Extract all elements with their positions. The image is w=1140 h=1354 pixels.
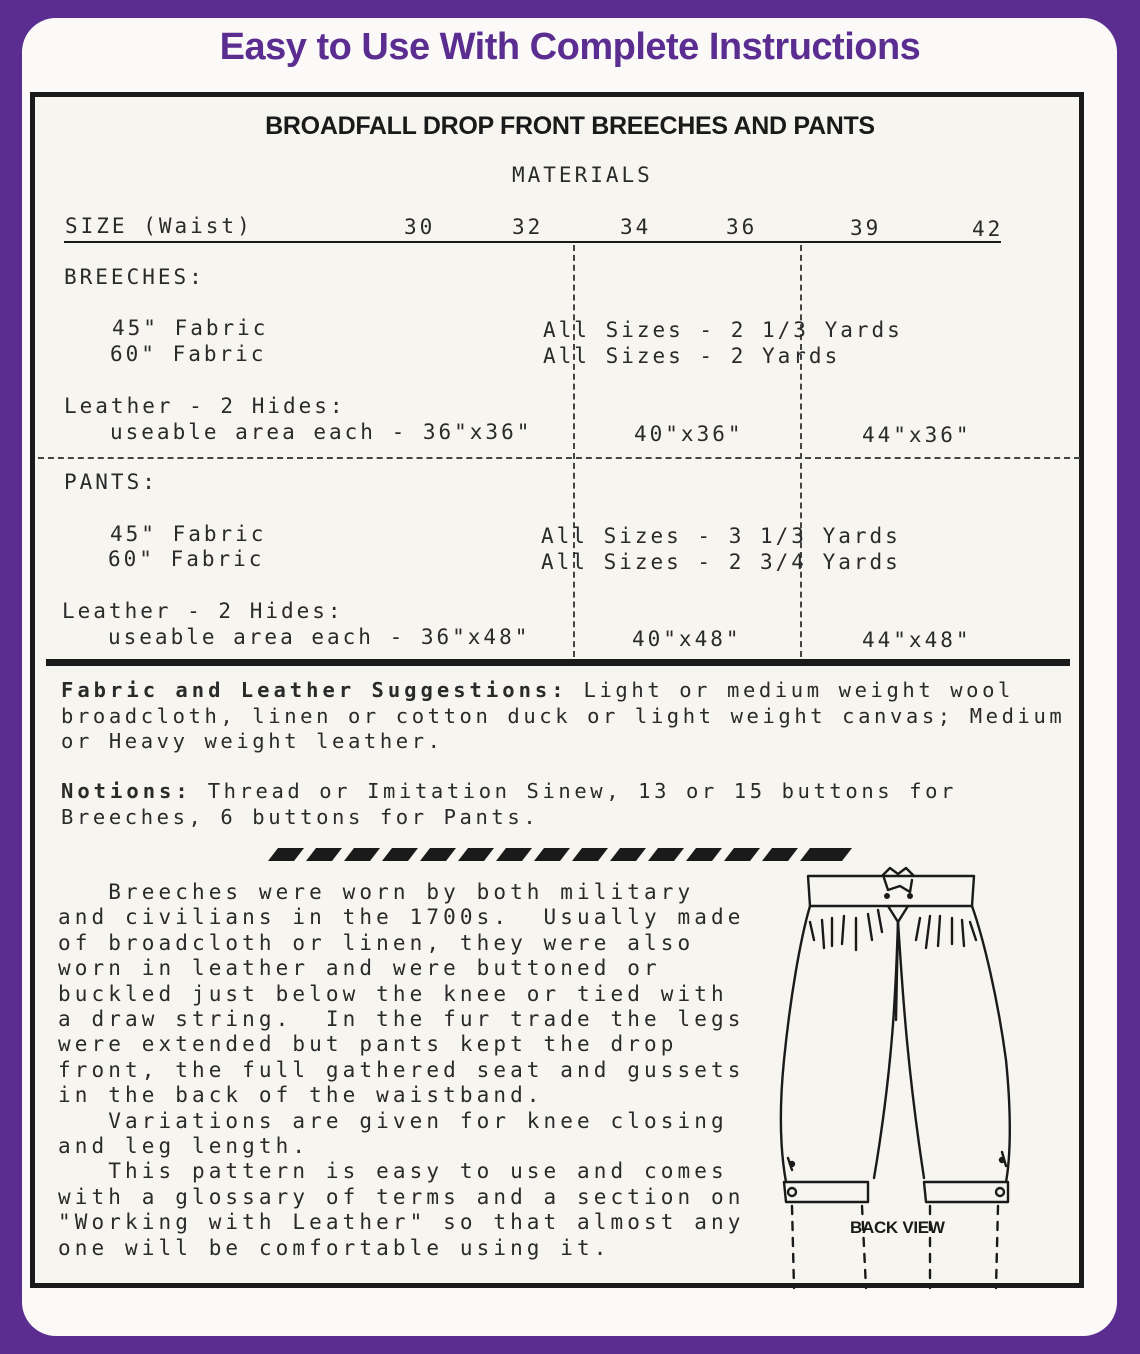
description-line: and leg length. [58, 1134, 310, 1159]
materials-heading: MATERIALS [512, 163, 653, 187]
description-line: were extended but pants kept the drop [58, 1032, 678, 1057]
suggestions-line2: broadcloth, linen or cotton duck or light weight canvas; Medium [61, 703, 1066, 728]
description-line: one will be comfortable using it. [58, 1235, 611, 1260]
description-line: of broadcloth or linen, they were also [58, 930, 695, 955]
breeches-60-label: 60" Fabric [110, 342, 267, 366]
breeches-area-large: 44"x36" [862, 423, 972, 447]
notions-paragraph [61, 779, 957, 830]
description-line: a draw string. In the fur trade the legs [58, 1007, 745, 1032]
notions-line1: Thread or Imitation Sinew, 13 or 15 buttons for [191, 779, 957, 803]
pattern-title: BROADFALL DROP FRONT BREECHES AND PANTS [265, 112, 875, 140]
description-line: buckled just below the knee or tied with [58, 981, 728, 1006]
size-underline [64, 241, 1001, 243]
description-line: Variations are given for knee closing [58, 1108, 728, 1133]
pants-heading: PANTS: [64, 470, 158, 494]
pants-leather-label: Leather - 2 Hides: [62, 599, 344, 623]
description-line: and civilians in the 1700s. Usually made [58, 905, 745, 930]
section-divider [38, 457, 1080, 459]
pants-60-label: 60" Fabric [108, 547, 265, 571]
size-36: 36 [726, 215, 758, 239]
size-34: 34 [620, 215, 652, 239]
size-30: 30 [404, 215, 436, 239]
description-line: worn in leather and were buttoned or [58, 956, 661, 981]
pants-useable-area: useable area each - 36"x48" [108, 625, 531, 649]
description-line: This pattern is easy to use and comes [58, 1159, 728, 1184]
notions-label: Notions: [61, 779, 192, 803]
suggestions-line1: Light or medium weight wool [567, 678, 1014, 702]
suggestions-line3: or Heavy weight leather. [61, 729, 444, 753]
column-divider-left [573, 245, 575, 657]
breeches-60-value: All Sizes - 2 Yards [543, 344, 841, 368]
breeches-useable-area: useable area each - 36"x36" [110, 420, 533, 444]
suggestions-label: Fabric and Leather Suggestions: [61, 678, 568, 702]
description-text [58, 880, 745, 1261]
breeches-area-mid: 40"x36" [634, 422, 744, 446]
pants-45-label: 45" Fabric [110, 522, 267, 546]
breeches-45-value: All Sizes - 2 1/3 Yards [543, 318, 903, 342]
pants-area-large: 44"x48" [862, 628, 972, 652]
pants-area-mid: 40"x48" [632, 627, 742, 651]
suggestions-paragraph [61, 678, 1065, 755]
description-line: with a glossary of terms and a section on [58, 1184, 745, 1209]
size-39: 39 [850, 216, 882, 240]
size-32: 32 [512, 215, 544, 239]
description-line: Breeches were worn by both military [58, 880, 695, 904]
breeches-leather-label: Leather - 2 Hides: [64, 394, 346, 418]
description-line: "Working with Leather" so that almost any [58, 1210, 745, 1235]
table-bottom-rule [46, 659, 1070, 666]
notions-line2: Breeches, 6 buttons for Pants. [61, 804, 540, 829]
description-line: front, the full gathered seat and gussets [58, 1057, 745, 1082]
headline: Easy to Use With Complete Instructions [219, 26, 921, 68]
pants-45-value: All Sizes - 3 1/3 Yards [541, 524, 901, 548]
column-divider-right [800, 245, 802, 657]
size-label: SIZE (Waist) [65, 214, 253, 238]
breeches-45-label: 45" Fabric [112, 316, 269, 340]
pants-60-value: All Sizes - 2 3/4 Yards [541, 550, 901, 574]
breeches-heading: BREECHES: [64, 265, 205, 289]
decorative-divider [268, 847, 854, 863]
description-line: in the back of the waistband. [58, 1083, 544, 1108]
back-view-caption: BACK VIEW [850, 1218, 945, 1237]
size-42: 42 [972, 217, 1004, 241]
